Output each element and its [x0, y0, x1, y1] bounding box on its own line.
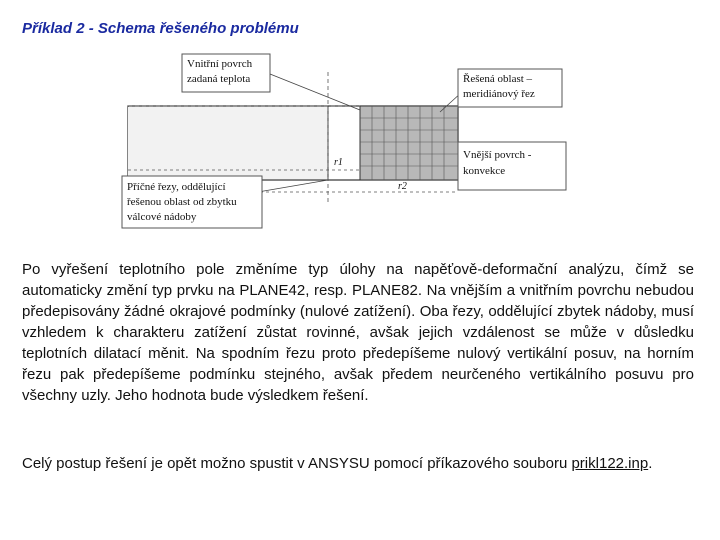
label-cuts-line3: válcové nádoby [127, 211, 197, 223]
vessel-interior-shading [128, 107, 328, 179]
label-inner-surface-line2: zadaná teplota [187, 73, 251, 85]
pointer-cuts [258, 180, 328, 192]
label-outer-surface-line2: konvekce [463, 165, 506, 177]
label-cuts-line1: Příčné řezy, oddělující [127, 181, 226, 193]
label-region-line1: Řešená oblast – [463, 73, 533, 85]
paragraph-analysis-description: Po vyřešení teplotního pole změníme typ úlohy na napěťově-deformační analýzu, čímž se automaticky změní typ prvku na PLANE42, resp. PLANE82. Na vnějším a vnitřním povrchu nebudou předepisovány žádné okrajové podmínky (nulové zatížení). Oba řezy, oddělující zbytek nádoby, musí vzhledem k charakteru zatížení zůstat rovinné, avšak jejich vzdálenost se může v důsledku teplotních dilatací měnit. Na spodním řezu proto předepíšeme nulový vertikální posuv, na horním řezu pak předepíšeme podmínku stejného, avšak předem neurčeného vertikálního posuvu pro všechny uzly. Jeho hodnota bude výsledkem řešení. [22, 261, 694, 404]
r1-label: r1 [334, 157, 343, 168]
r2-label: r2 [398, 181, 407, 192]
page-title: Příklad 2 - Schema řešeného problému [22, 20, 299, 37]
command-file-link[interactable]: prikl122.inp [571, 455, 649, 472]
meshed-region [360, 106, 458, 180]
paragraph-ansys-script-text: Celý postup řešení je opět možno spustit v ANSYSU pomocí příkazového souboru [22, 455, 572, 472]
pointer-inner-surface [270, 74, 360, 110]
label-inner-surface-line1: Vnitřní povrch [187, 58, 253, 70]
label-cuts-line2: řešenou oblast od zbytku [127, 196, 237, 208]
vessel-schema-diagram [120, 52, 570, 242]
paragraph-ansys-script-end: . [648, 455, 653, 472]
paragraph-ansys-script [22, 453, 694, 474]
label-region-line2: meridiánový řez [463, 88, 535, 100]
label-outer-surface-line1: Vnější povrch - [463, 149, 532, 161]
